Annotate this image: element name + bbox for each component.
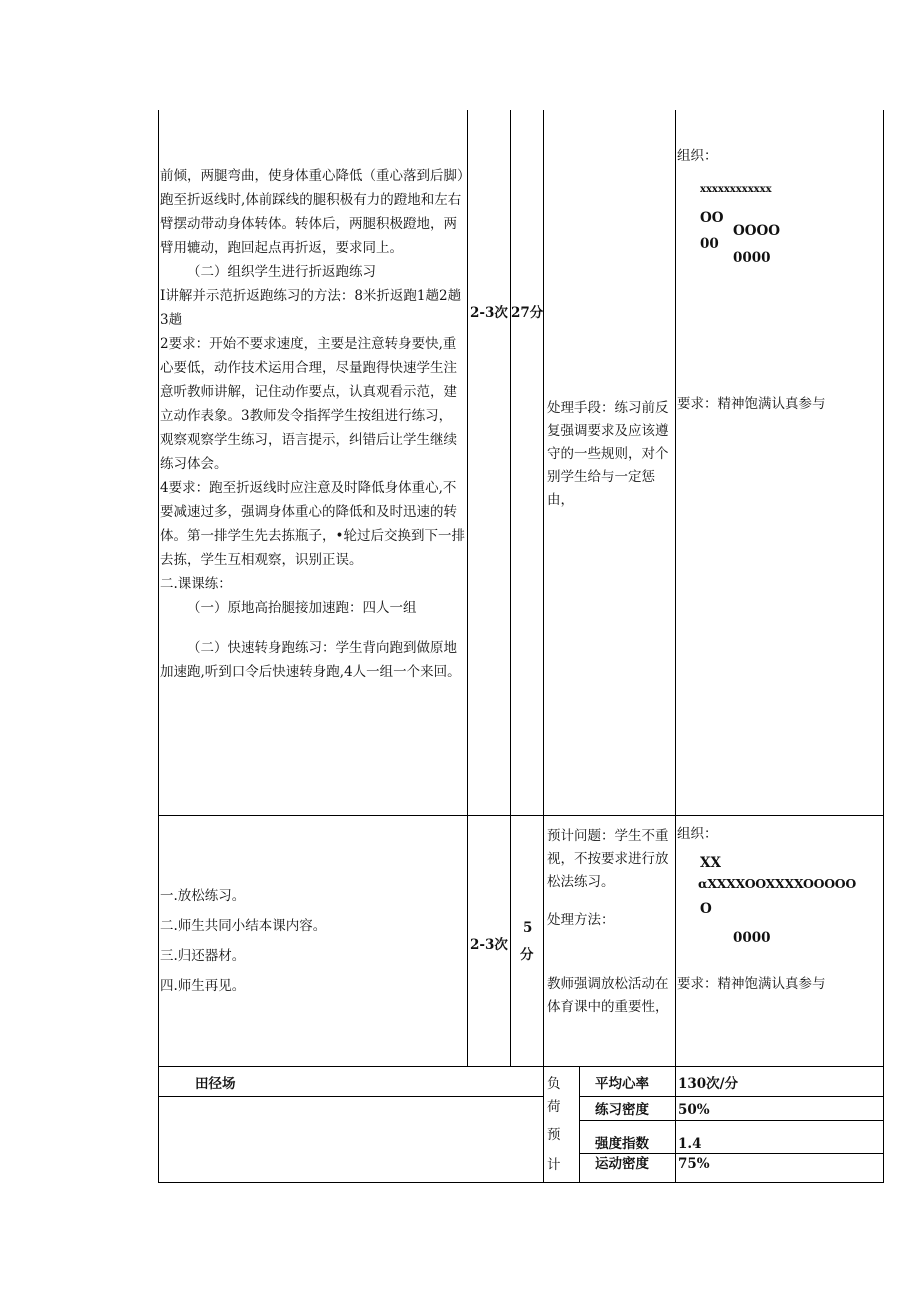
paragraph-organize: （二）组织学生进行折返跑练习 — [187, 264, 376, 280]
border-venue-row — [158, 1096, 544, 1097]
border-metric-2 — [579, 1120, 884, 1121]
paragraph-practice-heading: 二.课课练： — [160, 576, 232, 592]
section2-times: 2-3次 — [470, 937, 508, 953]
border-col4 — [543, 110, 544, 1183]
border-footer-top — [158, 1066, 884, 1067]
section2-org-line-3: O — [700, 901, 712, 917]
section2-method: 教师强调放松活动在体育课中的重要性， — [547, 976, 669, 1015]
closing-item-1: 一.放松练习。 — [160, 888, 246, 904]
paragraph-technique: 前倾，两腿弯曲，使身体重心降低（重心落到后脚）跑至折返线时,体前踩线的腿积极有力的蹬地和左右臂摆动带动身体转体。转体后，两腿积极蹬地，两臂用辘动，跑回起点再折返，要求同上。 — [160, 168, 464, 256]
paragraph-explain: I讲解并示范折返跑练习的方法：8米折返跑1趟2趟3趟 — [160, 288, 462, 328]
section1-times: 2-3次 — [470, 305, 508, 321]
metric-label-intensity: 强度指数 — [595, 1136, 649, 1152]
section1-org-line-4: 00 — [700, 236, 719, 252]
border-section-divider — [158, 815, 884, 816]
metric-value-intensity: 1.4 — [678, 1136, 702, 1152]
section1-org-line-1: xxxxxxxxxxxx — [700, 184, 772, 195]
border-col2 — [467, 110, 468, 1066]
section2-duration-num: 5 — [523, 920, 533, 936]
paragraph-requirement-4: 4要求：跑至折返线时应注意及时降低身体重心,不要减速过多，强调身体重心的降低和及时迅速的转体。第一排学生先去拣瓶子，•轮过后交换到下一排去拣，学生互相观察，识别正误。 — [160, 480, 465, 568]
load-char-1: 负 — [547, 1076, 561, 1092]
section2-org-line-2: αXXXXOOXXXXOOOOO — [698, 876, 856, 891]
section1-org-line-2: OO — [700, 210, 724, 226]
metric-label-heart-rate: 平均心率 — [595, 1076, 649, 1092]
section2-problem: 预计问题：学生不重视，不按要求进行放松法练习。 — [547, 828, 669, 890]
section2-duration-unit: 分 — [520, 947, 534, 963]
section1-org-line-3: OOOO — [733, 223, 781, 239]
section2-content — [160, 881, 465, 1001]
venue-label: 田径场 — [195, 1076, 236, 1092]
border-right — [883, 110, 884, 1183]
metric-value-exercise-density: 75% — [678, 1156, 710, 1172]
metric-label-practice-density: 练习密度 — [595, 1102, 649, 1118]
paragraph-practice-1: （一）原地高抬腿接加速跑：四人一组 — [187, 600, 417, 616]
section2-requirement: 要求：精神饱满认真参与 — [677, 976, 826, 992]
closing-item-3: 三.归还器材。 — [160, 948, 246, 964]
border-bottom — [158, 1182, 884, 1183]
section2-org-label: 组织： — [677, 826, 718, 842]
closing-item-4: 四.师生再见。 — [160, 978, 246, 994]
section2-org-line-1: XX — [700, 855, 721, 871]
section1-org-line-5: 0000 — [733, 250, 771, 266]
paragraph-practice-2: （二）快速转身跑练习：学生背向跑到做原地加速跑,听到口令后快速转身跑,4人一组一个来回。 — [160, 640, 461, 680]
section1-requirement: 要求：精神饱满认真参与 — [677, 396, 826, 412]
load-char-3: 预 — [547, 1127, 561, 1143]
section2-org-line-4: 0000 — [733, 930, 771, 946]
border-left — [158, 110, 159, 1183]
section1-duration: 27分 — [511, 305, 544, 321]
metric-value-heart-rate: 130次/分 — [678, 1076, 739, 1092]
section2-method-label: 处理方法： — [547, 912, 615, 928]
border-col3 — [510, 110, 511, 1066]
border-col5 — [675, 110, 676, 1183]
section1-content — [160, 164, 465, 684]
border-footer-inner — [579, 1066, 580, 1183]
load-char-4: 计 — [547, 1157, 561, 1173]
load-char-2: 荷 — [547, 1099, 561, 1115]
paragraph-requirement-2: 2要求：开始不要求速度，主要是注意转身要快,重心要低，动作技术运用合理，尽量跑得快速学生注意听教师讲解，记住动作要点，认真观看示范，建立动作表象。3教师发令指挥学生按组进行练习，观察观察学生练习，语言提示，纠错后让学生继续练习体会。 — [160, 336, 457, 472]
metric-value-practice-density: 50% — [678, 1102, 710, 1118]
closing-item-2: 二.师生共同小结本课内容。 — [160, 918, 327, 934]
metric-label-exercise-density: 运动密度 — [595, 1156, 649, 1172]
border-metric-1 — [579, 1096, 884, 1097]
section1-method: 处理手段：练习前反复强调要求及应该遵守的一些规则，对个别学生给与一定惩由， — [547, 400, 669, 508]
section1-org-label: 组织： — [677, 148, 718, 164]
